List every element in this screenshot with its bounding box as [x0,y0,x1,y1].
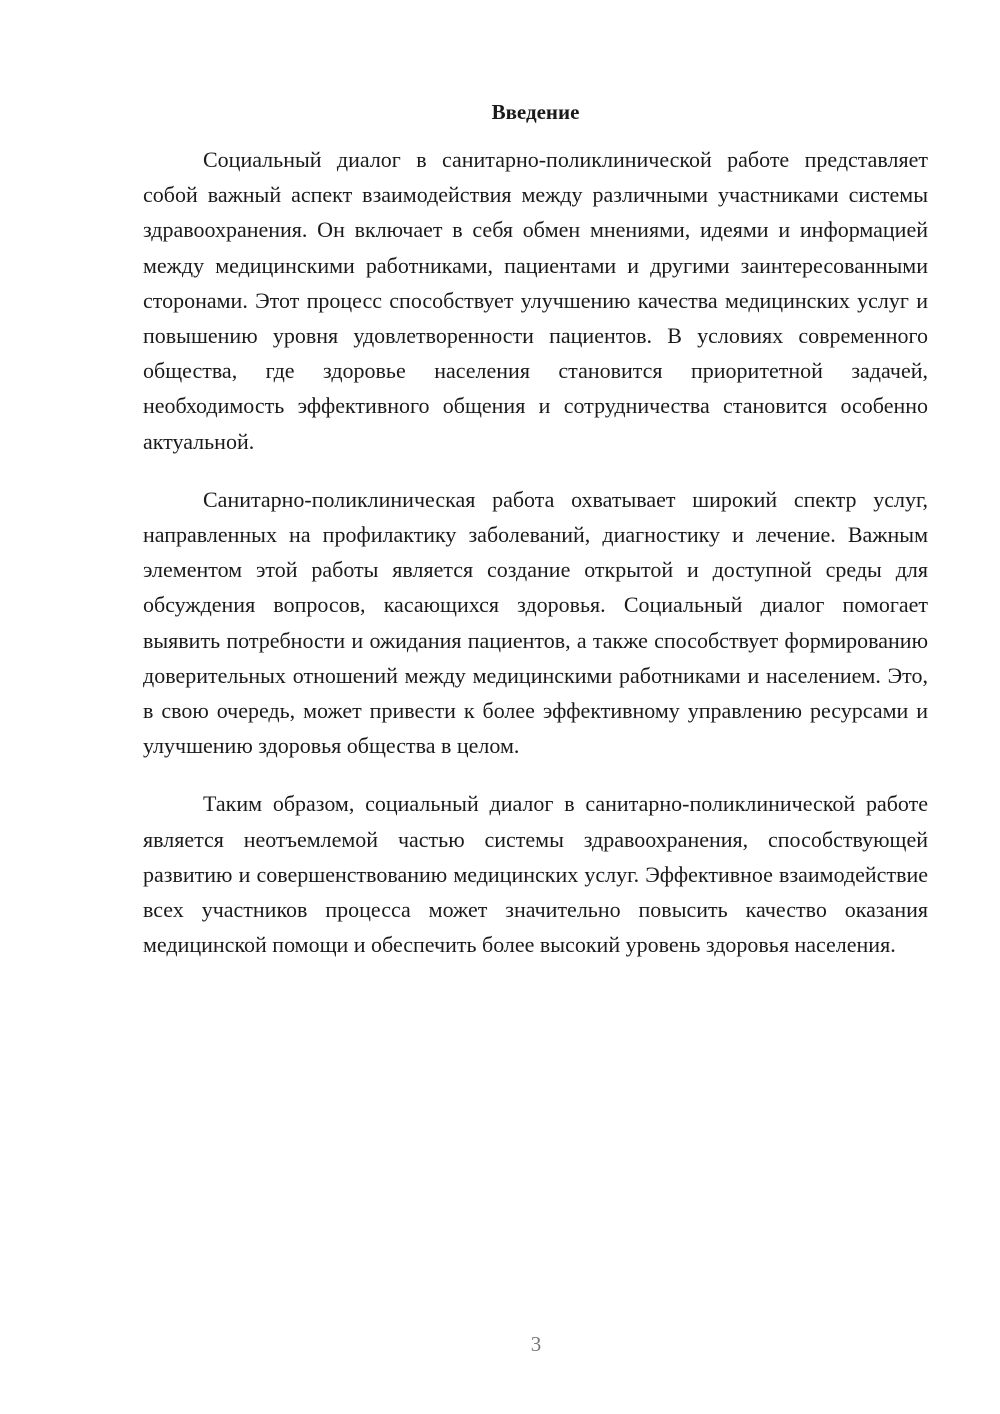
paragraph-2: Санитарно-поликлиническая работа охватывает широкий спектр услуг, направленных на профилактику заболеваний, диагностику и лечение. Важным элементом этой работы является создание открытой и доступной среды для обсуждения вопросов, касающихся здоровья. Социальный диалог помогает выявить потребности и ожидания пациентов, а также способствует формированию доверительных отношений между медицинскими работниками и населением. Это, в свою очередь, может привести к более эффективному управлению ресурсами и улучшению здоровья общества в целом. [143,486,928,759]
page-number: 3 [530,1332,542,1356]
paragraph-3: Таким образом, социальный диалог в санитарно-поликлинической работе является неотъемлемой частью системы здравоохранения, способствующей развитию и совершенствованию медицинских услуг. Эффективное взаимодействие всех участников процесса может значительно повысить качество оказания медицинской помощи и обеспечить более высокий уровень здоровья населения. [143,791,928,958]
page-title: Введение [491,100,580,124]
paragraph-1: Социальный диалог в санитарно-поликлинической работе представляет собой важный аспект взаимодействия между различными участниками системы здравоохранения. Он включает в себя обмен мнениями, идеями и информацией между медицинскими работниками, пациентами и другими заинтересованными сторонами. Этот процесс способствует улучшению качества медицинских услуг и повышению уровня удовлетворенности пациентов. В условиях современного общества, где здоровье населения становится приоритетной задачей, необходимость эффективного общения и сотрудничества становится особенно актуальной. [143,147,928,454]
document-body [143,142,928,962]
